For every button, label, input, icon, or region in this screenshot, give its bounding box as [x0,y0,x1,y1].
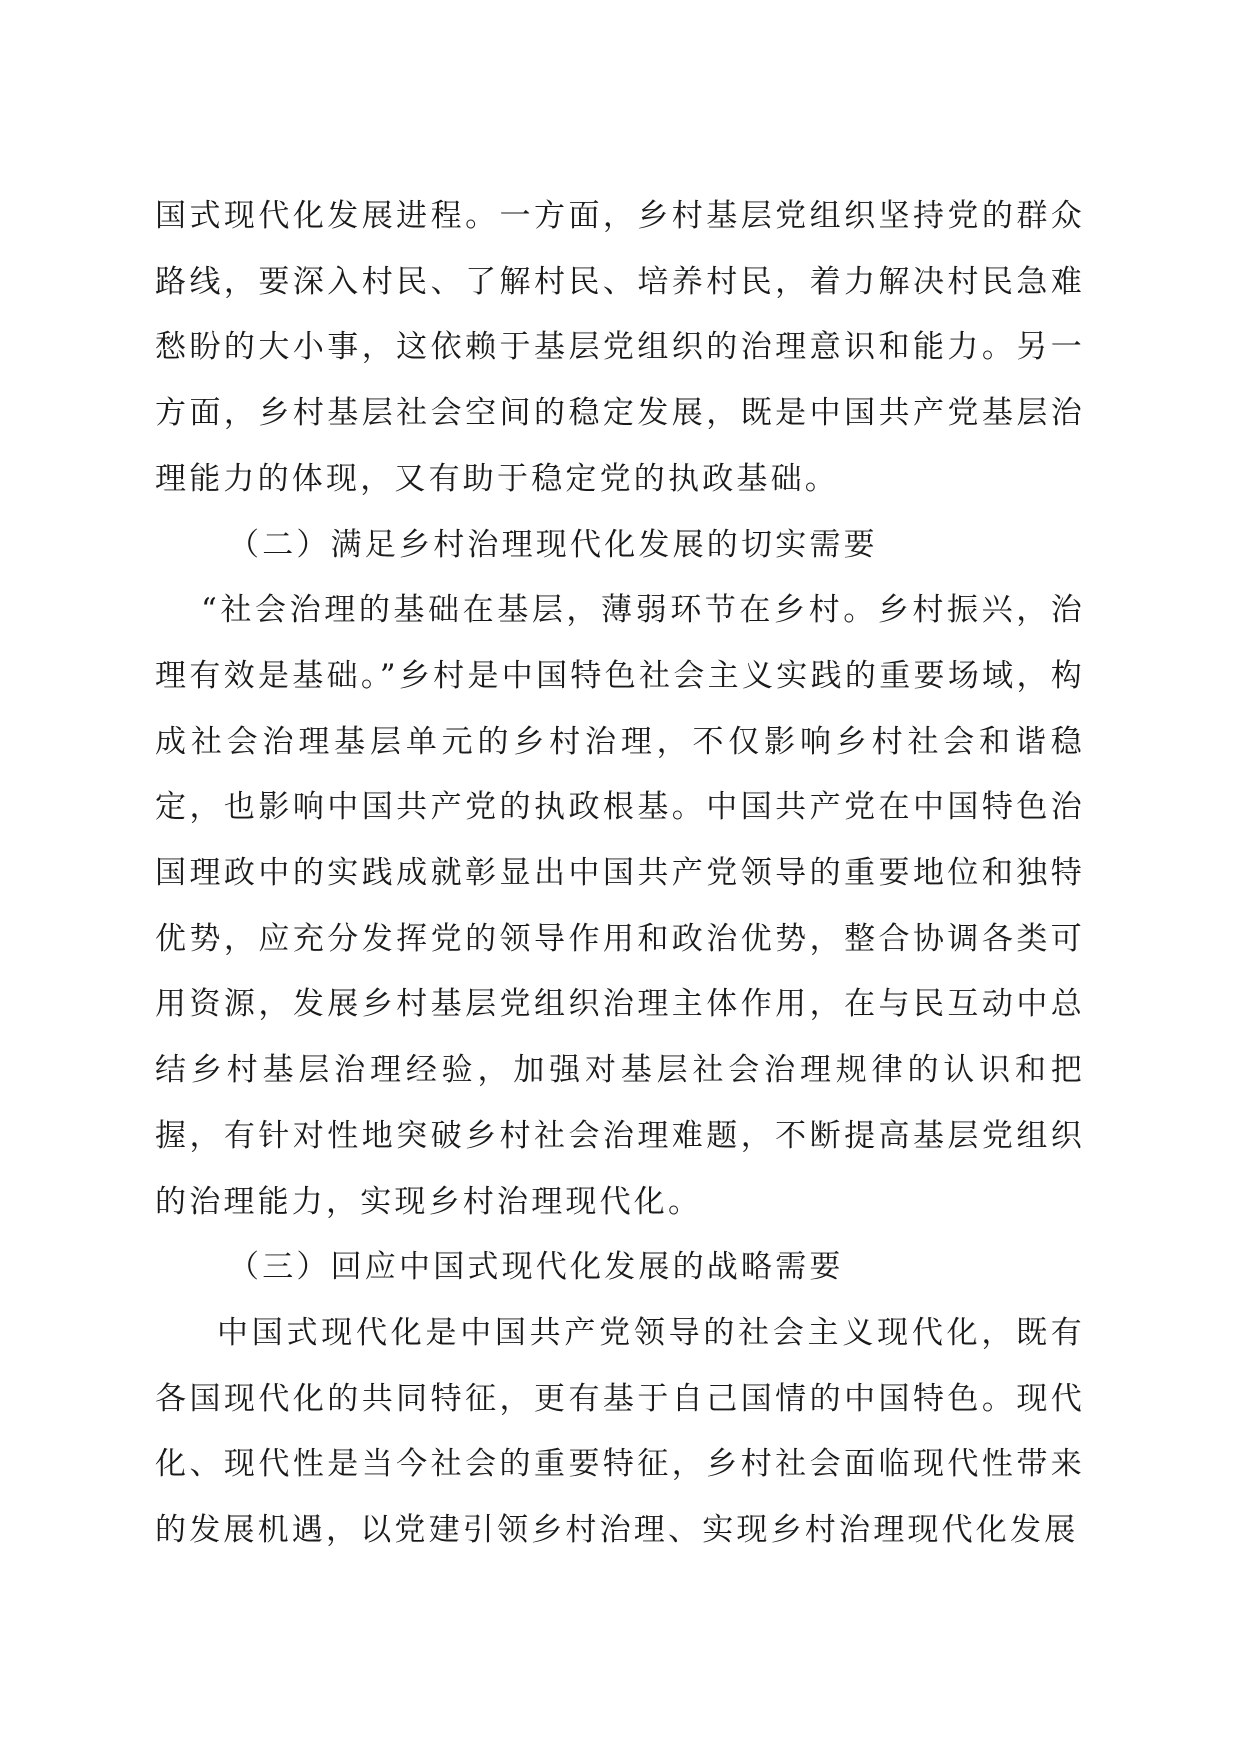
document-body [155,184,1085,1564]
section-heading-2: （二）满足乡村治理现代化发展的切实需要 [228,526,878,563]
paragraph-continued: 国式现代化发展进程。一方面，乡村基层党组织坚持党的群众路线，要深入村民、了解村民、培养村民，着力解决村民急难愁盼的大小事，这依赖于基层党组织的治理意识和能力。另一方面，乡村基层社会空间的稳定发展，既是中国共产党基层治理能力的体现，又有助于稳定党的执政基础。 [155,198,1085,497]
paragraph-quote: “社会治理的基础在基层，薄弱环节在乡村。乡村振兴，治理有效是基础。”乡村是中国特色社会主义实践的重要场域，构成社会治理基层单元的乡村治理，不仅影响乡村社会和谐稳定，也影响中国共产党的执政根基。中国共产党在中国特色治国理政中的实践成就彰显出中国共产党领导的重要地位和独特优势，应充分发挥党的领导作用和政治优势，整合协调各类可用资源，发展乡村基层党组织治理主体作用，在与民互动中总结乡村基层治理经验，加强对基层社会治理规律的认识和把握，有针对性地突破乡村社会治理难题，不断提高基层党组织的治理能力，实现乡村治理现代化。 [155,592,1085,1220]
paragraph-modernization: 中国式现代化是中国共产党领导的社会主义现代化，既有各国现代化的共同特征，更有基于自己国情的中国特色。现代化、现代性是当今社会的重要特征，乡村社会面临现代性带来的发展机遇，以党建引领乡村治理、实现乡村治理现代化发展 [155,1314,1085,1549]
section-heading-3: （三）回应中国式现代化发展的战略需要 [228,1249,844,1286]
